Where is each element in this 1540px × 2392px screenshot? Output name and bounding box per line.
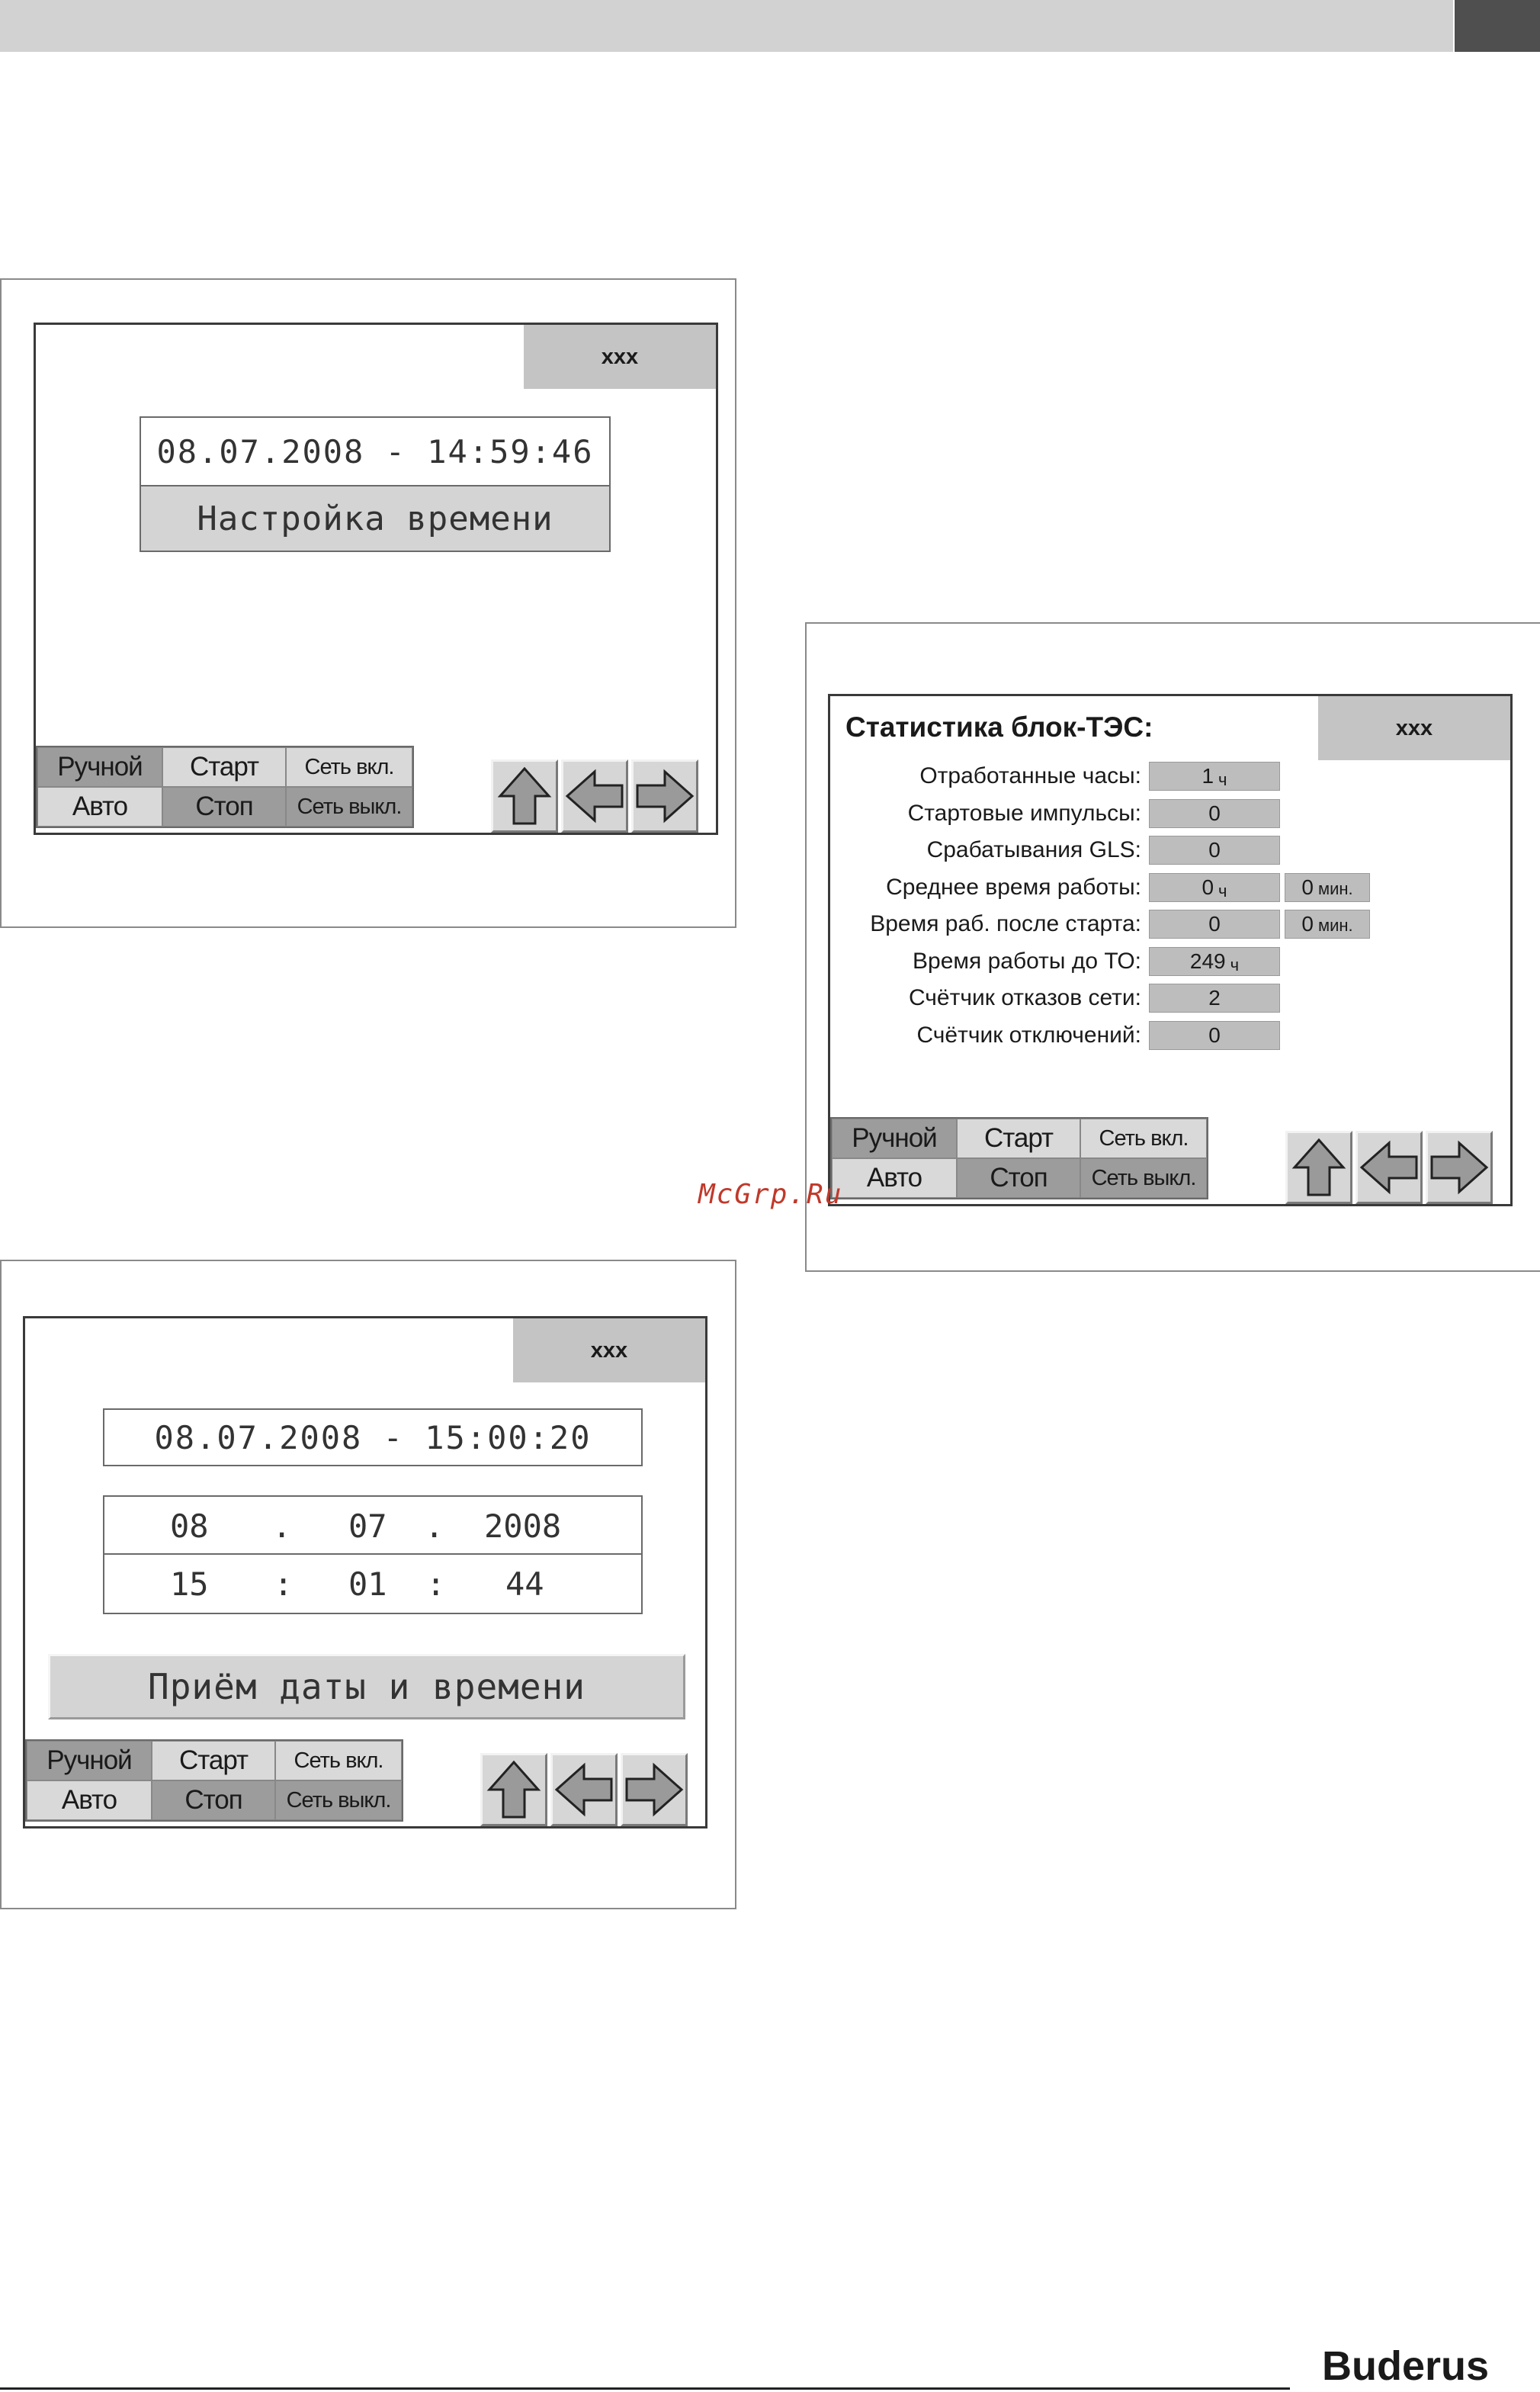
header-tab	[1455, 0, 1540, 52]
stat-value	[1149, 873, 1280, 902]
screen-badge: xxx	[513, 1318, 705, 1382]
screen-badge: xxx	[1318, 696, 1510, 760]
time-separator: :	[274, 1565, 294, 1603]
header-bar	[0, 0, 1453, 52]
stat-value	[1149, 910, 1280, 939]
grid-off-button[interactable]: Сеть выкл.	[286, 787, 412, 827]
start-button[interactable]: Старт	[152, 1741, 275, 1780]
start-button[interactable]: Старт	[957, 1119, 1080, 1158]
arrow-up-icon	[497, 766, 552, 827]
stat-value	[1149, 1021, 1280, 1050]
nav-buttons	[480, 1753, 688, 1826]
stat-extra-number: 0	[1301, 875, 1314, 899]
auto-mode-button[interactable]: Авто	[27, 1780, 152, 1820]
buderus-logo: Buderus	[1322, 2343, 1490, 2389]
stat-extra-unit: мин.	[1317, 916, 1353, 935]
stat-label: Среднее время работы:	[886, 874, 1141, 900]
hour-field[interactable]: 15	[170, 1565, 209, 1603]
stat-value-unit: ч	[1218, 770, 1227, 789]
grid-off-button[interactable]: Сеть выкл.	[1080, 1158, 1207, 1198]
nav-left-button[interactable]	[550, 1753, 618, 1826]
stat-value	[1149, 836, 1280, 865]
nav-left-button[interactable]	[1356, 1131, 1423, 1204]
stat-value-number: 0	[1208, 801, 1221, 825]
stat-extra-value	[1285, 873, 1370, 902]
arrow-left-icon	[564, 769, 625, 824]
stat-label: Время раб. после старта:	[870, 911, 1141, 936]
stop-button[interactable]: Стоп	[162, 787, 286, 827]
nav-buttons	[1285, 1131, 1493, 1204]
date-separator: .	[425, 1507, 444, 1545]
nav-up-button[interactable]	[1285, 1131, 1352, 1204]
stat-label: Стартовые импульсы:	[907, 800, 1141, 826]
grid-on-button[interactable]: Сеть вкл.	[275, 1741, 402, 1780]
stat-value	[1149, 947, 1280, 976]
auto-mode-button[interactable]: Авто	[37, 787, 162, 827]
auto-mode-button[interactable]: Авто	[832, 1158, 957, 1198]
watermark: McGrp.Ru	[698, 1179, 843, 1210]
manual-mode-button[interactable]: Ручной	[832, 1119, 957, 1158]
grid-off-button[interactable]: Сеть выкл.	[275, 1780, 402, 1820]
time-input-row	[104, 1555, 641, 1613]
accept-datetime-button[interactable]: Приём даты и времени	[48, 1654, 685, 1719]
stat-label: Счётчик отказов сети:	[908, 985, 1141, 1010]
stat-extra-unit: мин.	[1317, 878, 1353, 898]
datetime-display: 08.07.2008 - 15:00:20	[103, 1408, 643, 1466]
stat-value-unit: ч	[1218, 881, 1227, 901]
date-input-row	[104, 1497, 641, 1553]
statistics-title: Статистика блок-ТЭС:	[845, 711, 1153, 743]
nav-up-button[interactable]	[480, 1753, 547, 1826]
stat-label: Счётчик отключений:	[916, 1022, 1141, 1048]
minute-field[interactable]: 01	[348, 1565, 387, 1603]
datetime-input-group	[103, 1495, 643, 1614]
footer-rule	[0, 2387, 1290, 2390]
stat-extra-value	[1285, 910, 1370, 939]
datetime-display: 08.07.2008 - 14:59:46	[140, 416, 611, 486]
figure-frame-statistics	[805, 622, 1540, 1272]
year-field[interactable]: 2008	[484, 1507, 562, 1545]
month-field[interactable]: 07	[348, 1507, 387, 1545]
second-field[interactable]: 44	[505, 1565, 544, 1603]
stat-value-number: 2	[1208, 986, 1221, 1010]
stat-label: Срабатывания GLS:	[926, 837, 1141, 862]
nav-right-button[interactable]	[631, 759, 698, 833]
screen-badge: xxx	[524, 325, 716, 389]
nav-up-button[interactable]	[491, 759, 558, 833]
stop-button[interactable]: Стоп	[957, 1158, 1080, 1198]
figure-frame-time-display	[0, 278, 736, 928]
stat-value	[1149, 799, 1280, 828]
hmi-screen-time-setup	[23, 1316, 707, 1829]
nav-right-button[interactable]	[621, 1753, 688, 1826]
manual-mode-button[interactable]: Ручной	[27, 1741, 152, 1780]
hmi-screen-statistics	[828, 694, 1513, 1206]
mode-panel	[25, 1739, 403, 1822]
arrow-right-icon	[1429, 1140, 1490, 1195]
arrow-right-icon	[624, 1762, 685, 1817]
stat-value-number: 1	[1202, 764, 1214, 788]
arrow-up-icon	[1291, 1137, 1346, 1198]
manual-mode-button[interactable]: Ручной	[37, 747, 162, 787]
time-separator: :	[426, 1565, 446, 1603]
hmi-screen-time-display	[34, 323, 718, 835]
start-button[interactable]: Старт	[162, 747, 286, 787]
stat-value	[1149, 762, 1280, 791]
stat-value-number: 0	[1208, 838, 1221, 862]
figure-frame-time-setup	[0, 1260, 736, 1909]
stat-value-number: 0	[1208, 912, 1221, 936]
stat-value-number: 0	[1202, 875, 1214, 899]
stat-value-unit: ч	[1230, 955, 1240, 974]
arrow-up-icon	[486, 1759, 541, 1820]
mode-panel	[830, 1117, 1208, 1199]
stat-value-number: 0	[1208, 1023, 1221, 1047]
time-setup-button[interactable]: Настройка времени	[140, 485, 611, 552]
stat-label: Отработанные часы:	[919, 763, 1141, 788]
date-separator: .	[272, 1507, 292, 1545]
grid-on-button[interactable]: Сеть вкл.	[286, 747, 412, 787]
mode-panel	[36, 746, 414, 828]
arrow-left-icon	[553, 1762, 614, 1817]
nav-buttons	[491, 759, 698, 833]
stat-label: Время работы до ТО:	[913, 948, 1141, 974]
arrow-right-icon	[634, 769, 695, 824]
stat-value	[1149, 984, 1280, 1013]
nav-left-button[interactable]	[561, 759, 628, 833]
nav-right-button[interactable]	[1426, 1131, 1493, 1204]
grid-on-button[interactable]: Сеть вкл.	[1080, 1119, 1207, 1158]
arrow-left-icon	[1359, 1140, 1420, 1195]
day-field[interactable]: 08	[170, 1507, 209, 1545]
stop-button[interactable]: Стоп	[152, 1780, 275, 1820]
stat-extra-number: 0	[1301, 912, 1314, 936]
stat-value-number: 249	[1189, 949, 1226, 973]
